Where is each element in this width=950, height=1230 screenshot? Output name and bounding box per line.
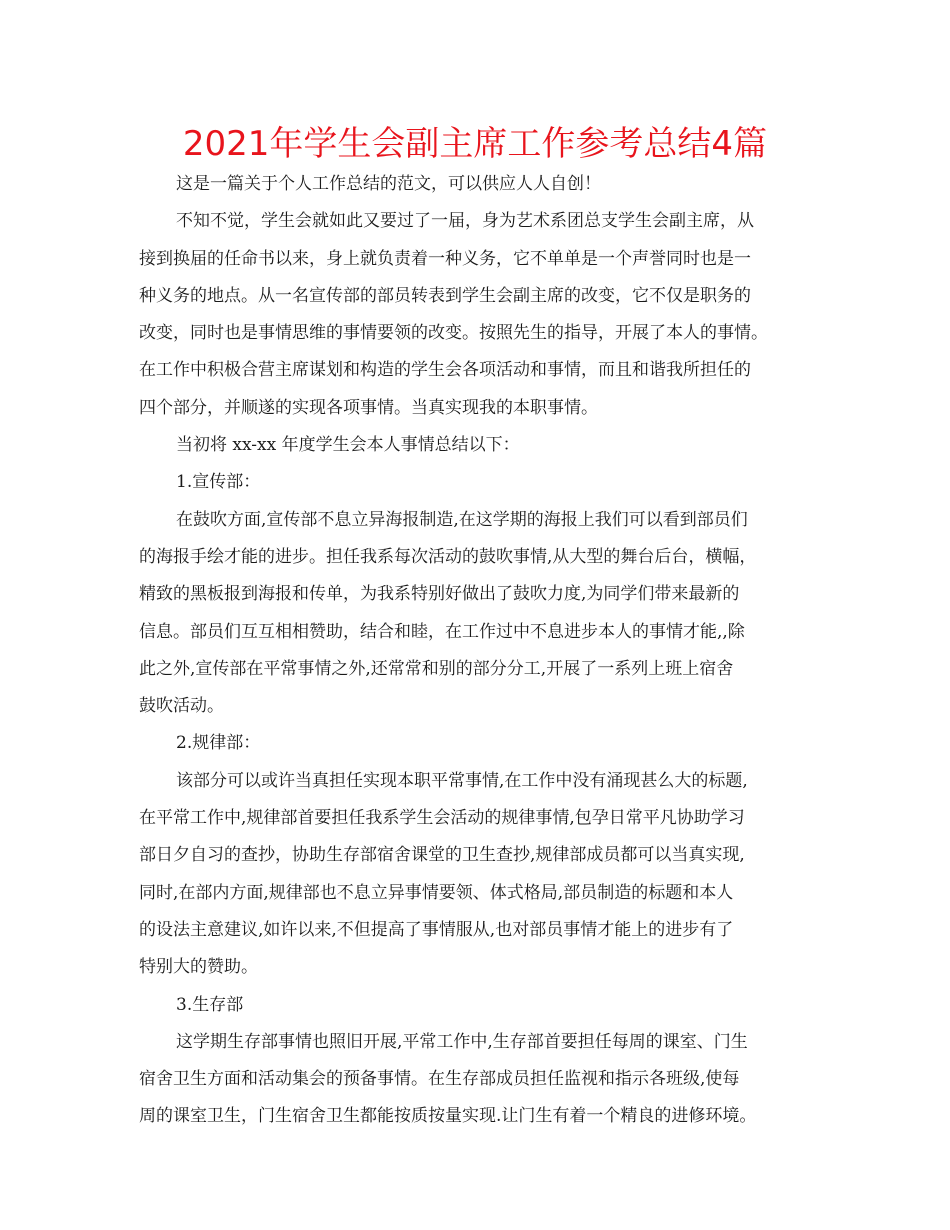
document-title: 2021年学生会副主席工作参考总结4篇 [182,124,768,164]
text-line: 的海报手绘才能的进步。担任我系每次活动的鼓吹事情,从大型的舞台后台，横幅， [139,546,757,567]
text-line: 1.宣传部： [176,472,261,493]
text-line: 精致的黑板报到海报和传单，为我系特别好做出了鼓吹力度,为同学们带来最新的 [139,584,740,605]
text-line: 种义务的地点。从一名宣传部的部员转表到学生会副主席的改变，它不仅是职务的 [139,285,751,306]
paragraph-living [139,1024,829,1136]
text-line: 的设法主意建议,如许以来,不但提高了事情服从,也对部员事情才能上的进步有了 [139,919,734,940]
text-line: 改变，同时也是事情思维的事情要领的改变。按照先生的指导，开展了本人的事情。 [139,323,768,344]
text-line: 当初将 xx-xx 年度学生会本人事情总结以下： [176,435,520,456]
text-line: 信息。部员们互互相相赞助，结合和睦，在工作过中不息进步本人的事情才能,,除 [139,621,745,642]
text-line: 在平常工作中,规律部首要担任我系学生会活动的规律事情,包孕日常平凡协助学习 [139,808,745,829]
text-line: 鼓吹活动。 [139,696,224,717]
section-heading-publicity [139,464,829,501]
text-line: 2.规律部： [176,733,261,754]
paragraph-intro [139,166,829,203]
document-body [139,166,829,1136]
paragraph-opening [139,203,829,427]
text-line: 四个部分，并顺遂的实现各项事情。当真实现我的本职事情。 [139,397,598,418]
paragraph-summary-intro [139,427,829,464]
text-line: 接到换届的任命书以来，身上就负责着一种义务，它不单单是一个声誉同时也是一 [139,248,751,269]
text-line: 部日夕自习的查抄，协助生存部宿舍课堂的卫生查抄,规律部成员都可以当真实现, [139,845,745,866]
paragraph-publicity [139,502,829,726]
section-heading-discipline [139,725,829,762]
text-line: 在工作中积极合营主席谋划和构造的学生会各项活动和事情，而且和谐我所担任的 [139,360,751,381]
text-line: 宿舍卫生方面和活动集会的预备事情。在生存部成员担任监视和指示各班级,使每 [139,1069,740,1090]
text-line: 此之外,宣传部在平常事情之外,还常常和别的部分分工,开展了一系列上班上宿舍 [139,658,734,679]
text-line: 在鼓吹方面,宣传部不息立异海报制造,在这学期的海报上我们可以看到部员们 [176,509,748,530]
text-line: 这学期生存部事情也照旧开展,平常工作中,生存部首要担任每周的课室、门生 [176,1031,748,1052]
section-heading-living [139,987,829,1024]
text-line: 3.生存部 [176,994,244,1015]
text-line: 同时,在部内方面,规律部也不息立异事情要领、体式格局,部员制造的标题和本人 [139,882,734,903]
text-line: 周的课室卫生，门生宿舍卫生都能按质按量实现.让门生有着一个精良的进修环境。 [139,1106,757,1127]
text-line: 不知不觉，学生会就如此又要过了一届，身为艺术系团总支学生会副主席，从 [176,211,754,232]
text-line: 这是一篇关于个人工作总结的范文，可以供应人人自创！ [176,174,601,194]
paragraph-discipline [139,763,829,987]
text-line: 特别大的赞助。 [139,957,258,978]
text-line: 该部分可以或许当真担任实现本职平常事情,在工作中没有涌现甚么大的标题, [176,770,748,791]
